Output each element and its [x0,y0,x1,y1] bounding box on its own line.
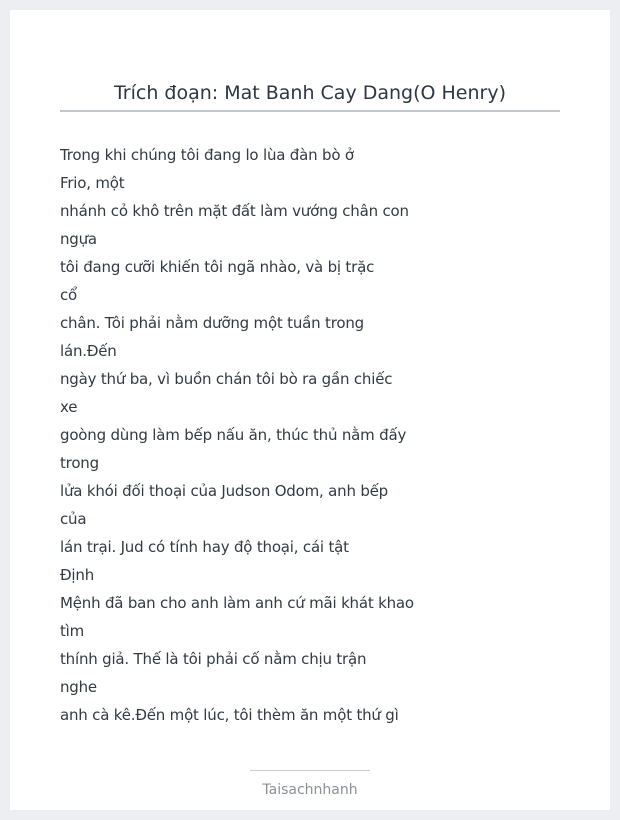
text-line: Frio, một [60,174,125,192]
text-line: lửa khói đối thoại của Judson Odom, anh bếp [60,482,388,500]
text-line: lán trại. Jud có tính hay độ thoại, cái tật [60,538,349,556]
footer-divider [250,770,370,771]
text-line: tôi đang cưỡi khiến tôi ngã nhào, và bị trặc [60,258,375,276]
text-line: xe [60,398,78,416]
page-title: Trích đoạn: Mat Banh Cay Dang(O Henry) [113,82,507,104]
title-divider [60,110,560,112]
text-line: ngựa [60,230,97,248]
text-line: trong [60,454,99,472]
text-line: chân. Tôi phải nằm dưỡng một tuần trong [60,314,364,332]
text-line: goòng dùng làm bếp nấu ăn, thúc thủ nằm đấy [60,426,407,444]
text-line: ngày thứ ba, vì buồn chán tôi bò ra gần chiếc [60,370,393,388]
text-line: của [60,510,87,528]
text-line: Mệnh đã ban cho anh làm anh cứ mãi khát khao [60,594,414,612]
article-body [60,141,420,729]
text-line: lán.Đến [60,342,117,360]
footer-source: Taisachnhanh [262,782,358,798]
text-line: anh cà kê.Đến một lúc, tôi thèm ăn một thứ gì [60,706,399,724]
text-line: cổ [60,286,78,304]
article-card [10,10,610,810]
text-line: Định [60,566,95,584]
text-line: Trong khi chúng tôi đang lo lùa đàn bò ở [60,146,354,164]
text-line: thính giả. Thế là tôi phải cố nằm chịu trận [60,650,367,668]
text-line: nghe [60,678,97,696]
text-line: tìm [60,622,85,640]
text-line: nhánh cỏ khô trên mặt đất làm vướng chân con [60,202,409,220]
